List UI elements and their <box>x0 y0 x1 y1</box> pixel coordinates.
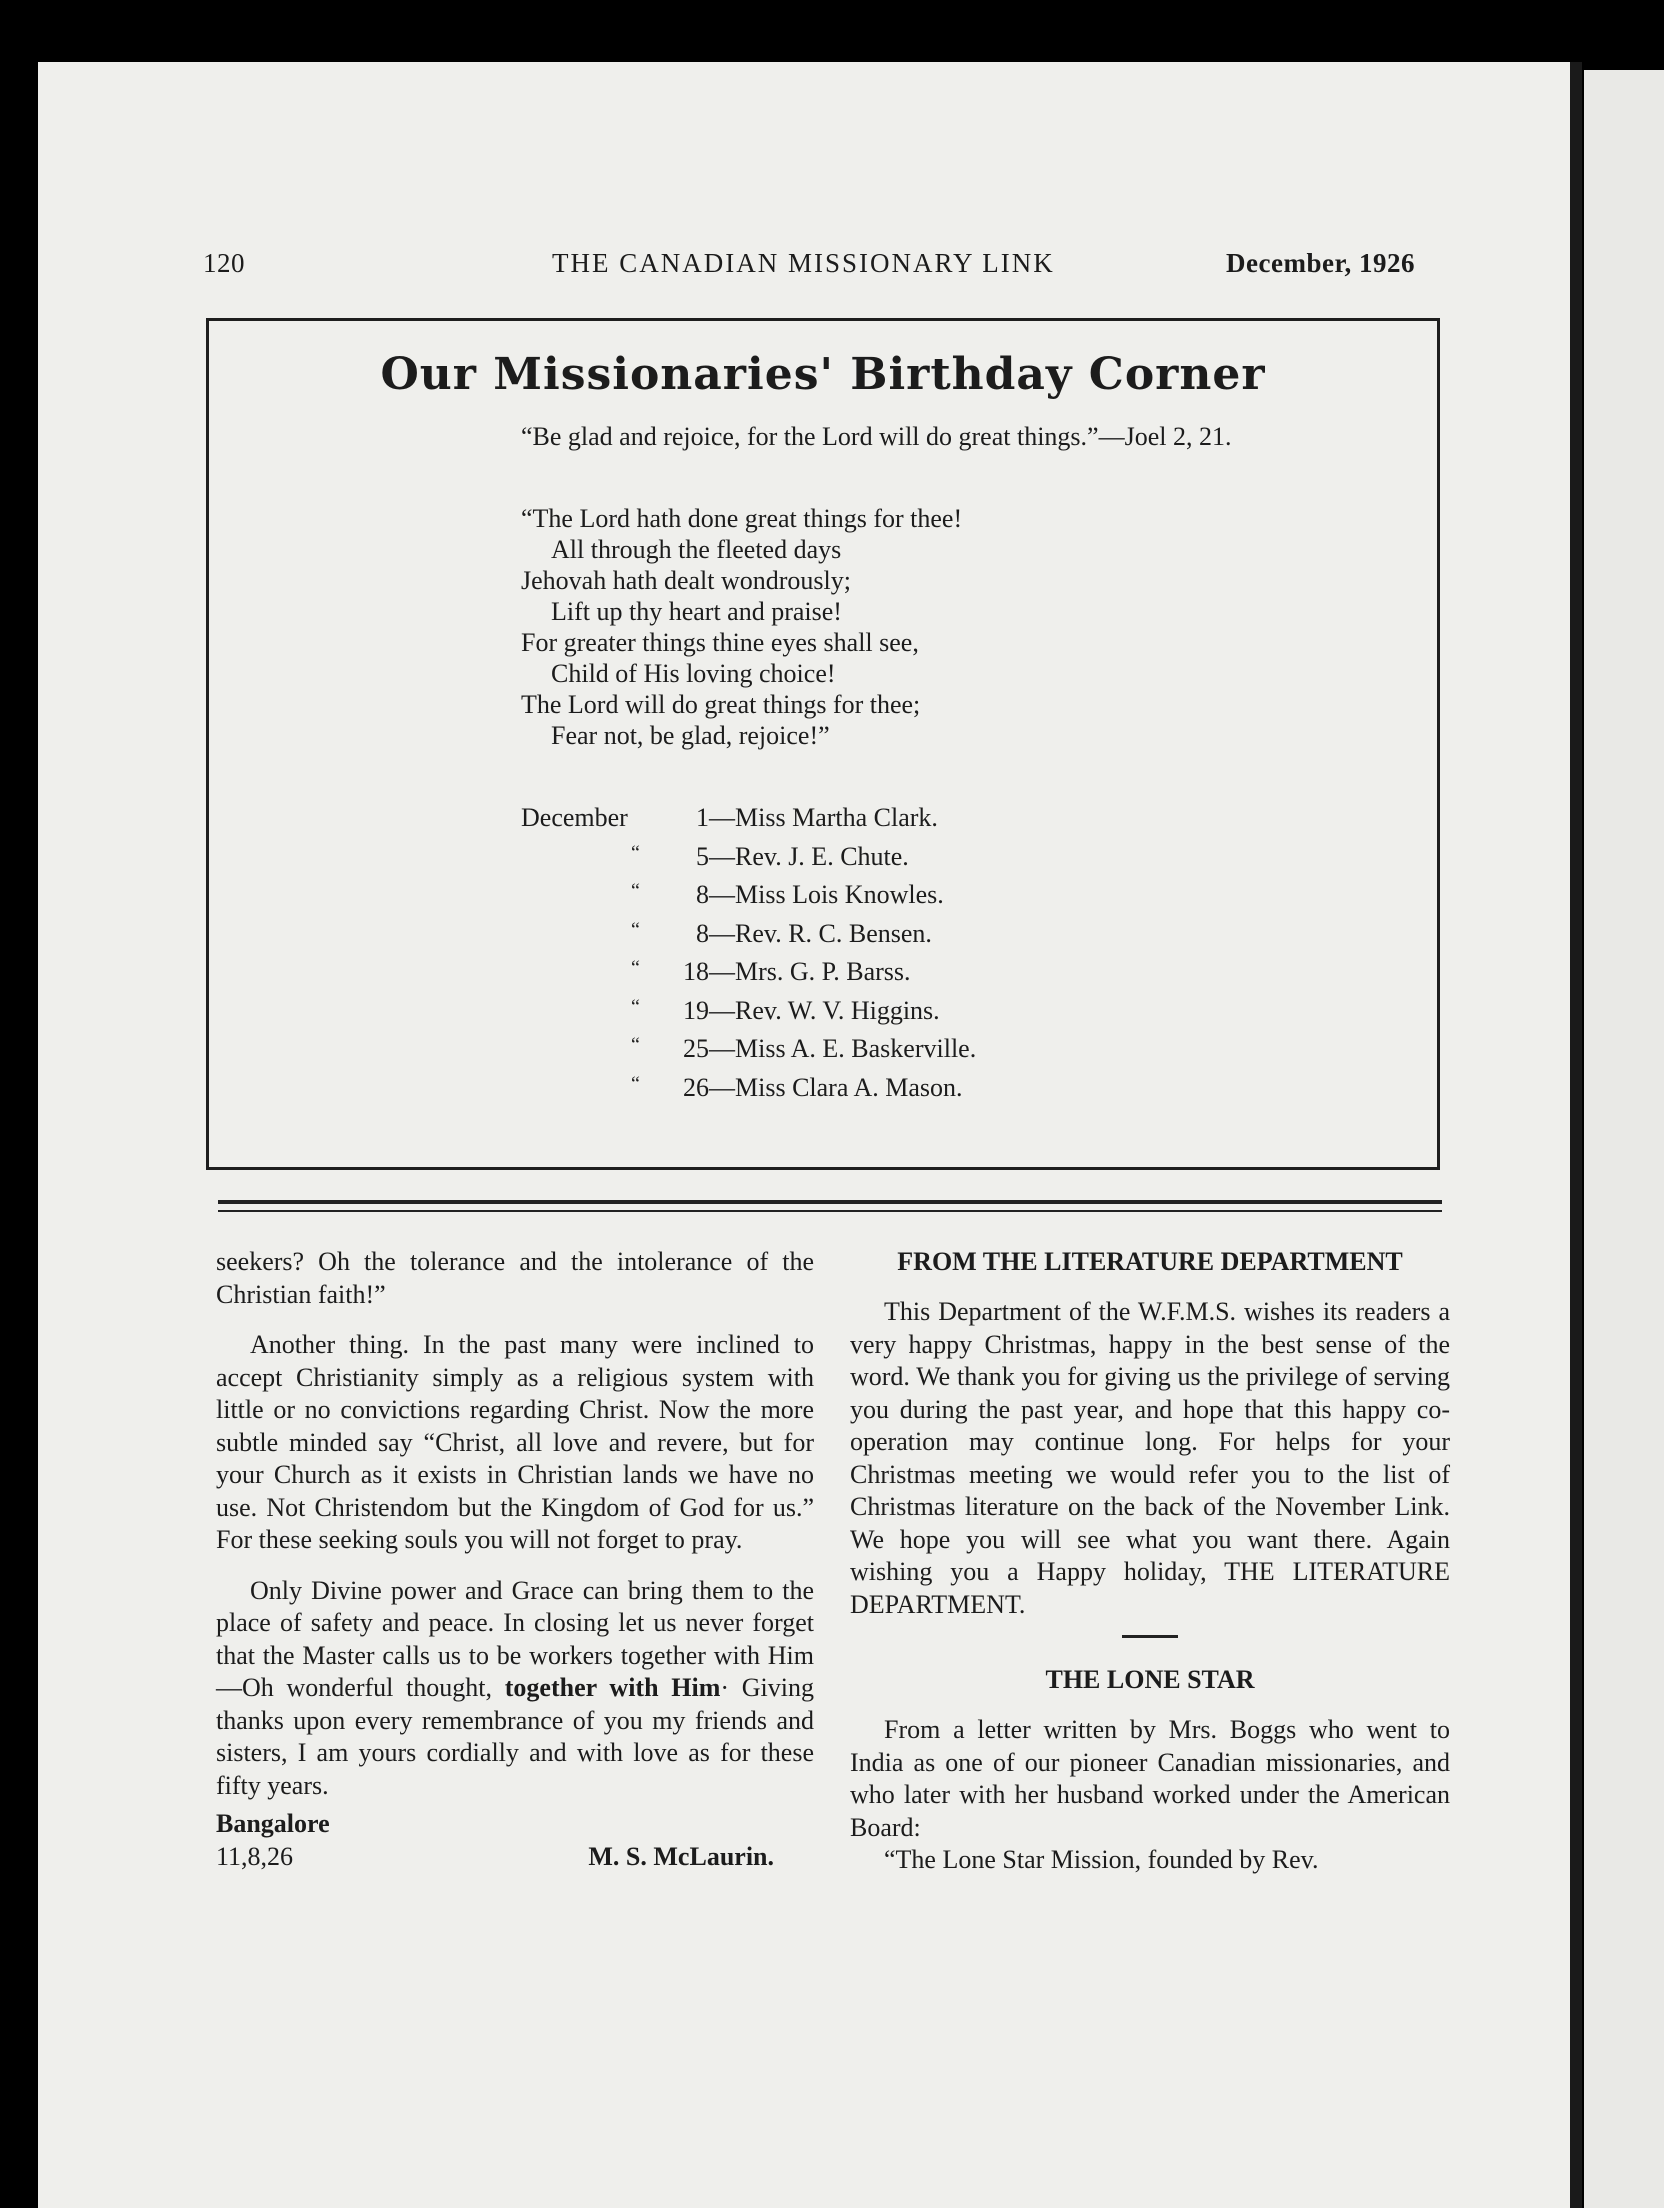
birthday-row <box>631 841 976 881</box>
short-divider <box>1122 1635 1178 1638</box>
poem-line: The Lord will do great things for thee; <box>521 690 921 719</box>
birthday-day: 26 <box>683 1072 709 1102</box>
signature-line <box>216 1841 814 1874</box>
signature: M. S. McLaurin. <box>588 1841 774 1871</box>
birthday-row <box>631 1072 976 1112</box>
birthday-name: —Miss Martha Clark. <box>709 803 938 832</box>
paragraph: This Department of the W.F.M.S. wishes its readers a very happy Christmas, happy in the best sense of the word. We thank you for giving us the privilege of serving you during the past year, and hope that this happy co-operation may continue long. For helps for your Christmas meeting we would refer you to the list of Christmas literature on the back of the November Link. We hope you will see what you want there. Again wishing you a Happy holiday, THE LITERATURE DEPARTMENT. <box>850 1297 1450 1619</box>
birthday-month: December <box>521 803 628 832</box>
lone-star-heading: THE LONE STAR <box>1045 1665 1255 1694</box>
left-column <box>216 1246 814 1873</box>
birthday-name: —Rev. W. V. Higgins. <box>709 995 940 1025</box>
birthday-name: —Rev. J. E. Chute. <box>709 841 909 871</box>
poem-line: Lift up thy heart and praise! <box>551 597 842 626</box>
paragraph-text: Only Divine power and Grace can bring them to the place of safety and peace. In closing let us never forget that the Master calls us to be workers together with Him—Oh wonderful thought, <box>216 1575 814 1702</box>
birthday-list <box>631 803 977 1111</box>
ditto-mark: “ <box>631 995 640 1018</box>
poem-line: Fear not, be glad, rejoice!” <box>551 721 830 750</box>
poem-line: All through the fleeted days <box>551 535 842 564</box>
paragraph <box>216 1575 814 1803</box>
birthday-row <box>631 1034 977 1073</box>
birthday-row <box>631 880 976 919</box>
birthday-row <box>631 918 976 958</box>
paragraph: “The Lone Star Mission, founded by Rev. <box>884 1845 1319 1874</box>
poem-line: For greater things thine eyes shall see, <box>521 628 919 657</box>
sign-off-place: Bangalore <box>216 1809 330 1838</box>
birthday-day: 1 <box>696 803 709 832</box>
birthday-row <box>631 995 976 1035</box>
poem-line: “The Lord hath done great things for thee! <box>521 504 963 533</box>
emphasis-text: together with Him <box>504 1673 721 1702</box>
birthday-row <box>649 803 976 842</box>
ditto-mark: “ <box>631 1034 640 1056</box>
birthday-corner-title: Our Missionaries' Birthday Corner <box>380 349 1266 400</box>
birthday-day: 8 <box>696 880 709 909</box>
birthday-name: —Miss Clara A. Mason. <box>709 1072 963 1102</box>
birthday-day: 5 <box>696 841 709 871</box>
section-divider <box>218 1200 1442 1204</box>
poem-line: Child of His loving choice! <box>551 659 836 688</box>
ditto-mark: “ <box>631 918 640 941</box>
paragraph: Another thing. In the past many were inclined to accept Christianity simply as a religious system with little or no convictions regarding Christ. Now the more subtle minded say “Christ, all love and revere, but for your Church as it exists in Christian lands we have no use. Not Christendom but the Kingdom of God for us.” For these seeking souls you will not forget to pray. <box>216 1330 814 1554</box>
birthday-row <box>631 957 976 996</box>
poem-line: Jehovah hath dealt wondrously; <box>521 566 851 595</box>
poem <box>521 503 962 751</box>
birthday-name: —Miss A. E. Baskerville. <box>709 1034 977 1063</box>
birthday-day: 19 <box>683 995 709 1025</box>
magazine-title: THE CANADIAN MISSIONARY LINK <box>552 248 1055 278</box>
birthday-corner-box <box>206 318 1440 1170</box>
sign-off-date: 11,8,26 <box>216 1841 294 1871</box>
facing-page-edge <box>1584 70 1664 2208</box>
paragraph-text: · Giving thanks upon every remembrance of you my friends and sisters, I am yours cordially and with love as for these fifty years. <box>216 1673 814 1800</box>
ditto-mark: “ <box>631 841 640 864</box>
page-number: 120 <box>203 248 245 278</box>
ditto-mark: “ <box>631 880 640 902</box>
issue-date: December, 1926 <box>1226 248 1415 278</box>
section-divider <box>218 1210 1442 1212</box>
birthday-day: 18 <box>683 957 709 986</box>
birthday-day: 8 <box>696 918 709 948</box>
ditto-mark: “ <box>631 1072 640 1095</box>
paragraph: From a letter written by Mrs. Boggs who went to India as one of our pioneer Canadian missionaries, and who later with her husband worked under the American Board: <box>850 1715 1450 1842</box>
paragraph: seekers? Oh the tolerance and the intolerance of the Christian faith!” <box>216 1247 814 1309</box>
ditto-mark: “ <box>631 957 640 979</box>
birthday-name: —Mrs. G. P. Barss. <box>709 957 911 986</box>
page-gutter <box>1570 62 1582 2208</box>
literature-heading: FROM THE LITERATURE DEPARTMENT <box>897 1247 1403 1276</box>
birthday-day: 25 <box>683 1034 709 1063</box>
birthday-name: —Rev. R. C. Bensen. <box>709 918 932 948</box>
right-column <box>850 1246 1450 1877</box>
birthday-name: —Miss Lois Knowles. <box>709 880 944 909</box>
scripture-verse: “Be glad and rejoice, for the Lord will do great things.”—Joel 2, 21. <box>521 422 1232 451</box>
